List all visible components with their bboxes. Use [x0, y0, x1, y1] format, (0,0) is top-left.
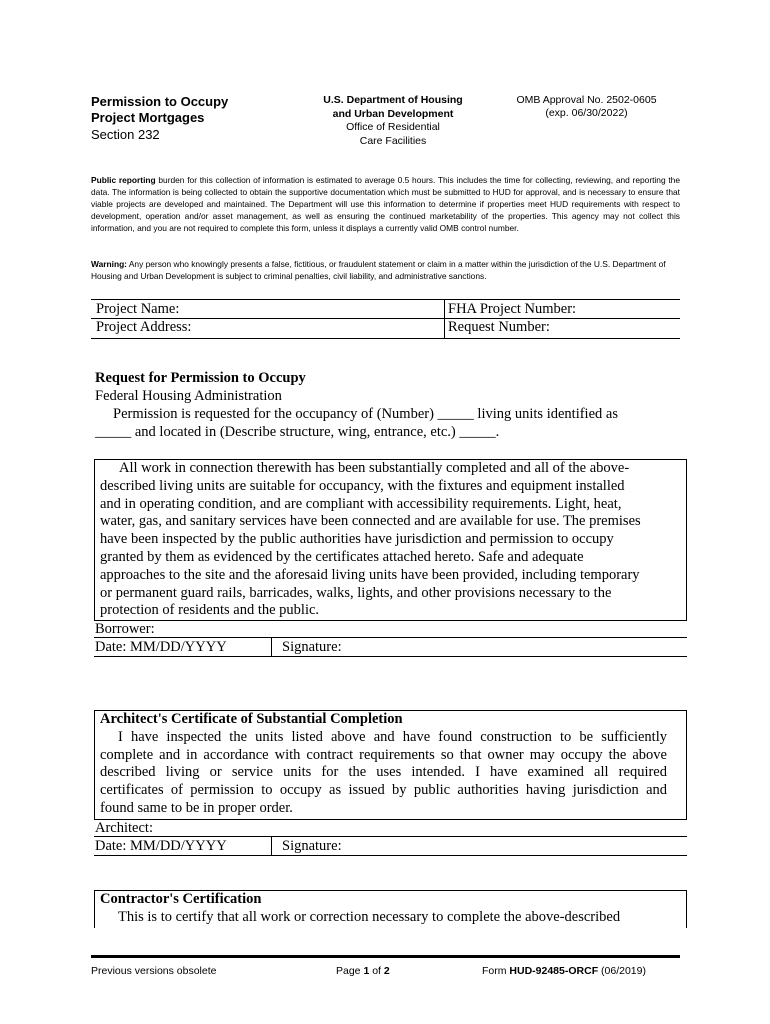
warning-statement — [91, 258, 680, 282]
fha-project-number-field[interactable]: FHA Project Number: — [448, 301, 577, 317]
footer-obsolete-note: Previous versions obsolete — [91, 965, 217, 977]
contractor-title: Contractor's Certification — [100, 891, 262, 907]
architect-statement — [100, 711, 667, 818]
page-prefix: Page — [336, 965, 364, 977]
agency-name-line1: U.S. Department of Housing — [323, 94, 463, 106]
form-title-block — [91, 94, 291, 144]
architect-title: Architect's Certificate of Substantial Completion — [100, 711, 403, 727]
statement-line: granted by them as evidenced by the certificates attached hereto. Safe and adequate — [100, 548, 584, 565]
form-prefix: Form — [482, 965, 510, 977]
office-line2: Care Facilities — [359, 134, 427, 147]
statement-line: have been inspected by the public authorities have jurisdiction and permission to occupy — [100, 531, 614, 548]
statement-line: protection of residents and the public. — [100, 602, 320, 619]
agency-block — [300, 94, 486, 148]
request-number-field[interactable]: Request Number: — [448, 319, 550, 335]
statement-line: found same to be in proper order. — [100, 799, 293, 816]
borrower-date-field[interactable]: Date: MM/DD/YYYY — [95, 639, 227, 655]
borrower-certification-box — [94, 459, 687, 621]
burden-statement — [91, 174, 680, 234]
omb-block — [494, 94, 679, 120]
request-text-line: Permission is requested for the occupancy of (Number) _____ living units identified as — [113, 406, 618, 422]
statement-line: All work in connection therewith has been substantially completed and all of the above- — [119, 460, 630, 476]
architect-date-field[interactable]: Date: MM/DD/YYYY — [95, 838, 227, 854]
architect-name-field[interactable]: Architect: — [95, 820, 153, 836]
borrower-statement — [100, 460, 685, 620]
page-indicator — [336, 964, 390, 978]
architect-signature-field[interactable]: Signature: — [282, 838, 342, 854]
borrower-name-field[interactable]: Borrower: — [95, 621, 155, 637]
project-name-field[interactable]: Project Name: — [96, 301, 180, 317]
form-title: Permission to Occupy — [91, 94, 229, 109]
omb-expiration: (exp. 06/30/2022) — [545, 107, 628, 119]
row-divider — [94, 855, 687, 856]
statement-line: I have inspected the units listed above and have found construction to be sufficiently — [118, 728, 667, 745]
architect-certificate-box — [94, 710, 687, 820]
request-section — [95, 369, 685, 441]
project-address-field[interactable]: Project Address: — [96, 319, 192, 335]
statement-line: described living units are suitable for occupancy, with the fixtures and equipment installed — [100, 477, 625, 494]
column-divider — [271, 638, 272, 656]
omb-approval-number: OMB Approval No. 2502-0605 — [516, 94, 657, 106]
page-of: of — [369, 965, 384, 977]
statement-line: certificates of permission to occupy as issued by public authorities having jurisdiction and — [100, 782, 667, 799]
agency-name-line2: and Urban Development — [332, 107, 454, 120]
footer-rule — [91, 955, 680, 958]
statement-line: or permanent guard rails, barricades, walks, lights, and other provisions necessary to the — [100, 584, 612, 601]
statement-line: water, gas, and sanitary services have been connected and are available for use. The premises — [100, 513, 641, 530]
row-divider — [94, 656, 687, 657]
statement-line: complete and in accordance with contract requirements so that owner may occupy the above — [100, 746, 667, 763]
form-date: (06/2019) — [598, 965, 646, 977]
project-info-table — [91, 299, 680, 339]
section-label: Section 232 — [91, 127, 160, 142]
table-divider — [444, 300, 445, 338]
form-subtitle: Project Mortgages — [91, 110, 205, 125]
page-total: 2 — [383, 965, 390, 977]
office-line1: Office of Residential — [346, 121, 440, 133]
column-divider — [271, 837, 272, 856]
burden-lead: Public reporting — [91, 175, 156, 185]
statement-line: described living or service units for the uses intended. I have examined all required — [100, 764, 667, 781]
statement-line: This is to certify that all work or correction necessary to complete the above-described — [118, 908, 621, 925]
burden-text: burden for this collection of information is estimated to average 0.5 hours. This includes the time for collecting, reviewing, and reporting the data. The information is being collected to obtain the supportive documentation which must be submitted to HUD for approval, and is necessary to ensure that viable projects are developed and maintained. The Department will use this information to determine if properties meet HUD requirements with respect to development, operation and/or asset management, as well as ensuring the continued marketability of the properties. This agency may not collect this information, and you are not required to complete this form, unless it displays a currently valid OMB control number. — [91, 175, 680, 233]
form-number — [482, 964, 646, 978]
request-text-line: _____ and located in (Describe structure, wing, entrance, etc.) _____. — [95, 424, 500, 440]
request-title: Request for Permission to Occupy — [95, 370, 306, 386]
statement-line: and in operating condition, and are compliant with accessibility requirements. Light, heat, — [100, 495, 622, 512]
form-id: HUD-92485-ORCF — [509, 965, 599, 977]
warning-lead: Warning: — [91, 259, 127, 269]
page-current: 1 — [363, 965, 370, 977]
borrower-signature-field[interactable]: Signature: — [282, 639, 342, 655]
statement-line: approaches to the site and the aforesaid living units have been provided, including temporary — [100, 566, 640, 583]
request-agency: Federal Housing Administration — [95, 388, 282, 404]
contractor-statement — [100, 891, 685, 927]
contractor-certification-box — [94, 890, 687, 928]
warning-text: Any person who knowingly presents a false, fictitious, or fraudulent statement or claim in a matter within the jurisdiction of the U.S. Department of Housing and Urban Development is subject to criminal penalties, civil liability, and administrative sanctions. — [91, 259, 666, 281]
